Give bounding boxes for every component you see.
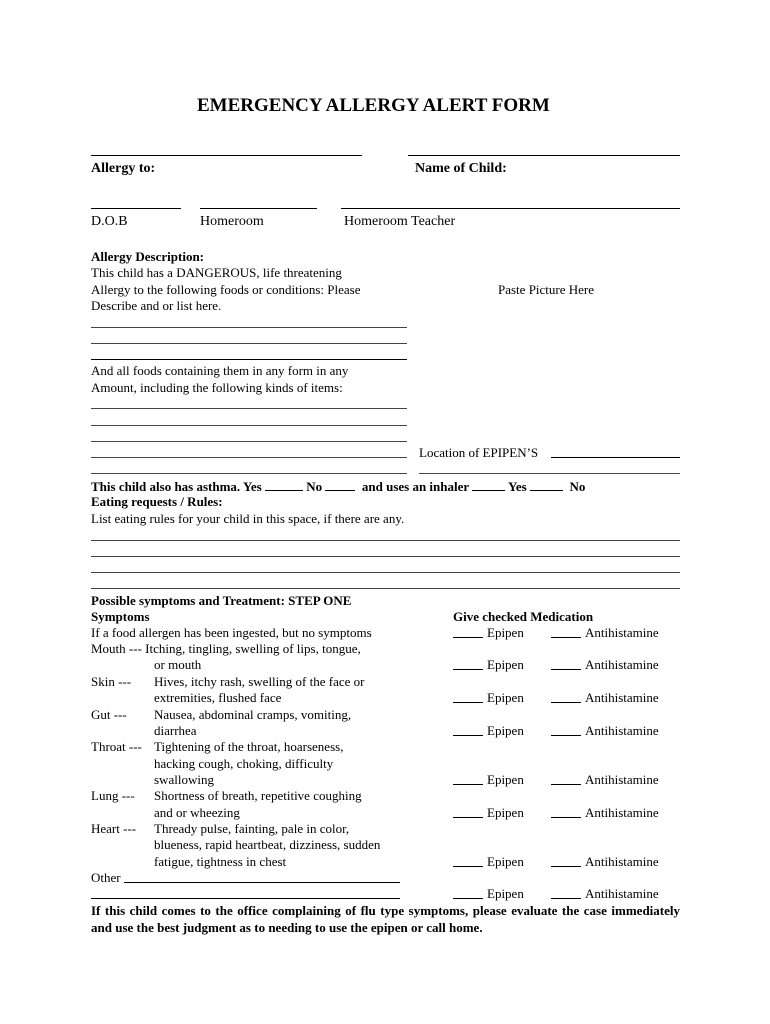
form-title: EMERGENCY ALLERGY ALERT FORM	[197, 95, 550, 116]
epipen-location-label: Location of EPIPEN’S	[419, 445, 539, 460]
antihistamine-label: Antihistamine	[585, 657, 659, 672]
allergy-list-line[interactable]	[91, 327, 407, 328]
gut-line-1: Nausea, abdominal cramps, vomiting,	[154, 707, 352, 722]
gut-line-2: diarrhea	[154, 723, 197, 738]
mouth-line-1: Mouth --- Itching, tingling, swelling of lips, tongue,	[91, 641, 361, 656]
epipen-label: Epipen	[487, 854, 524, 869]
eating-rules-line[interactable]	[91, 540, 680, 541]
allergy-list-line[interactable]	[91, 343, 407, 344]
antihistamine-label: Antihistamine	[585, 772, 659, 787]
asthma-text: This child also has asthma. Yes	[91, 479, 262, 494]
lung-line-1: Shortness of breath, repetitive coughing	[154, 788, 362, 803]
asthma-no-label: No	[306, 479, 323, 494]
asthma-no-blank[interactable]	[325, 478, 355, 491]
gut-label: Gut ---	[91, 707, 127, 722]
heart-label: Heart ---	[91, 821, 137, 836]
epipen-check-blank[interactable]	[453, 669, 483, 670]
antihistamine-check-blank[interactable]	[551, 637, 581, 638]
throat-line-2: hacking cough, choking, difficulty	[154, 756, 334, 771]
paste-picture-placeholder[interactable]: Paste Picture Here	[498, 282, 595, 297]
asthma-row	[91, 478, 585, 495]
eating-rules-heading: Eating requests / Rules:	[91, 494, 223, 509]
other-line[interactable]	[124, 882, 400, 883]
heart-line-3: fatigue, tightness in chest	[154, 854, 287, 869]
epipen-check-blank[interactable]	[453, 817, 483, 818]
homeroom-label: Homeroom	[200, 214, 264, 229]
dob-label: D.O.B	[91, 214, 128, 229]
epipen-label: Epipen	[487, 690, 524, 705]
symptoms-heading: Symptoms	[91, 609, 150, 624]
antihistamine-label: Antihistamine	[585, 625, 659, 640]
allergy-to-label: Allergy to:	[91, 161, 156, 176]
antihistamine-label: Antihistamine	[585, 805, 659, 820]
throat-line-1: Tightening of the throat, hoarseness,	[154, 739, 344, 754]
homeroom-teacher-line[interactable]	[341, 208, 680, 209]
foods-line-1: And all foods containing them in any form in any	[91, 363, 349, 378]
medication-heading: Give checked Medication	[453, 609, 594, 624]
antihistamine-label: Antihistamine	[585, 690, 659, 705]
allergy-to-line[interactable]	[91, 155, 362, 156]
homeroom-line[interactable]	[200, 208, 317, 209]
epipen-check-blank[interactable]	[453, 637, 483, 638]
epipen-location-line-2[interactable]	[419, 473, 680, 474]
epipen-label: Epipen	[487, 723, 524, 738]
eating-rules-line[interactable]	[91, 588, 680, 589]
asthma-yes-blank[interactable]	[265, 478, 303, 491]
epipen-label: Epipen	[487, 805, 524, 820]
items-list-line[interactable]	[91, 457, 407, 458]
antihistamine-check-blank[interactable]	[551, 669, 581, 670]
epipen-check-blank[interactable]	[453, 898, 483, 899]
antihistamine-check-blank[interactable]	[551, 702, 581, 703]
epipen-check-blank[interactable]	[453, 784, 483, 785]
antihistamine-label: Antihistamine	[585, 886, 659, 901]
heart-line-1: Thready pulse, fainting, pale in color,	[154, 821, 350, 836]
antihistamine-check-blank[interactable]	[551, 898, 581, 899]
epipen-check-blank[interactable]	[453, 866, 483, 867]
allergy-description-heading: Allergy Description:	[91, 249, 205, 264]
inhaler-no-blank[interactable]	[530, 478, 563, 491]
items-list-line[interactable]	[91, 441, 407, 442]
inhaler-yes-label: Yes	[507, 479, 527, 494]
epipen-location-line[interactable]	[551, 457, 680, 458]
eating-rules-line[interactable]	[91, 556, 680, 557]
antihistamine-check-blank[interactable]	[551, 817, 581, 818]
antihistamine-check-blank[interactable]	[551, 784, 581, 785]
description-line-3: Describe and or list here.	[91, 298, 222, 313]
description-line-1: This child has a DANGEROUS, life threatening	[91, 265, 342, 280]
inhaler-text: and uses an inhaler	[361, 479, 469, 494]
treatment-heading: Possible symptoms and Treatment: STEP ONE	[91, 593, 352, 608]
epipen-label: Epipen	[487, 886, 524, 901]
epipen-label: Epipen	[487, 772, 524, 787]
name-of-child-line[interactable]	[408, 155, 680, 156]
allergy-list-line[interactable]	[91, 359, 407, 360]
foods-line-2: Amount, including the following kinds of items:	[91, 380, 343, 395]
throat-label: Throat ---	[91, 739, 142, 754]
inhaler-no-label: No	[569, 479, 586, 494]
lung-line-2: and or wheezing	[154, 805, 240, 820]
items-list-line[interactable]	[91, 473, 407, 474]
footer-note: If this child comes to the office complaining of flu type symptoms, please evaluate the case immediately and use the best judgment as to needing to use the epipen or call home.	[91, 903, 680, 935]
eating-rules-instructions: List eating rules for your child in this space, if there are any.	[91, 511, 405, 526]
antihistamine-check-blank[interactable]	[551, 866, 581, 867]
antihistamine-label: Antihistamine	[585, 854, 659, 869]
epipen-label: Epipen	[487, 625, 524, 640]
description-line-2: Allergy to the following foods or conditions: Please	[91, 282, 361, 297]
other-line-2[interactable]	[91, 898, 400, 899]
antihistamine-check-blank[interactable]	[551, 735, 581, 736]
lung-label: Lung ---	[91, 788, 135, 803]
epipen-check-blank[interactable]	[453, 735, 483, 736]
inhaler-yes-blank[interactable]	[472, 478, 505, 491]
epipen-check-blank[interactable]	[453, 702, 483, 703]
name-of-child-label: Name of Child:	[415, 161, 507, 176]
homeroom-teacher-label: Homeroom Teacher	[344, 214, 456, 229]
heart-line-2: blueness, rapid heartbeat, dizziness, sudden	[154, 837, 381, 852]
throat-line-3: swallowing	[154, 772, 214, 787]
items-list-line[interactable]	[91, 425, 407, 426]
skin-line-1: Hives, itchy rash, swelling of the face or	[154, 674, 365, 689]
antihistamine-label: Antihistamine	[585, 723, 659, 738]
other-label: Other	[91, 870, 121, 885]
epipen-label: Epipen	[487, 657, 524, 672]
skin-line-2: extremities, flushed face	[154, 690, 282, 705]
eating-rules-line[interactable]	[91, 572, 680, 573]
skin-label: Skin ---	[91, 674, 132, 689]
ingested-text: If a food allergen has been ingested, but no symptoms	[91, 625, 372, 640]
dob-line[interactable]	[91, 208, 181, 209]
mouth-line-2: or mouth	[154, 657, 202, 672]
items-list-line[interactable]	[91, 408, 407, 409]
